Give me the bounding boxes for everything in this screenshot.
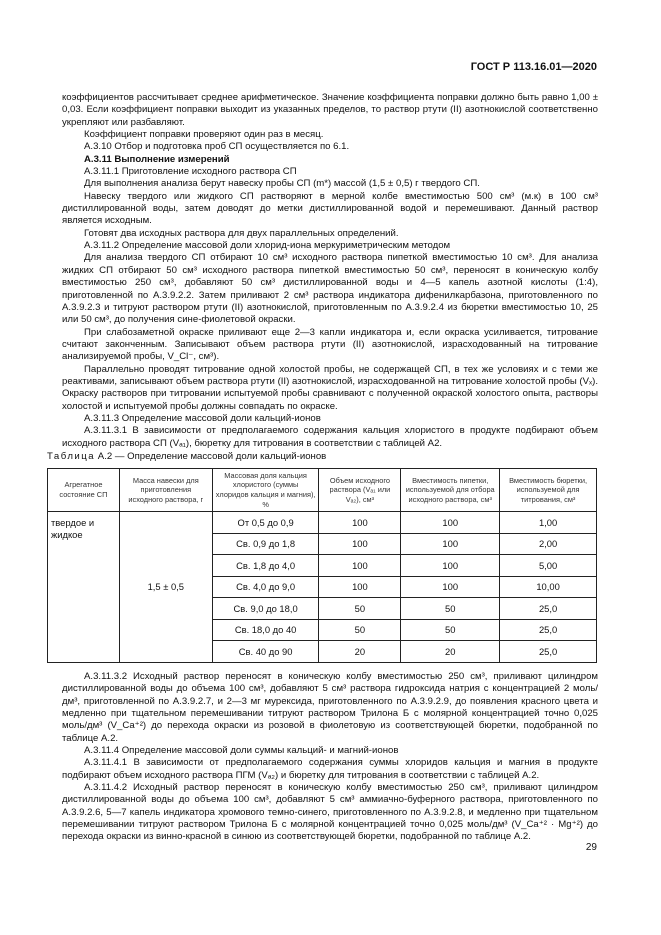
body-text-bottom bbox=[62, 671, 598, 844]
paragraph: А.3.11.3.2 Исходный раствор переносят в коническую колбу вместимостью 250 см³, приливают цилиндром дистиллированной воды до объема 100 см³, добавляют 5 см³ раствора гидроксида натрия с концентрацией 2 моль/дм³, приготовленной по А.3.9.2.7, и 2—3 мг мурексида, приготовленного по А.3.9.2.9, до появления красного цвета и медленно при тщательном перемешивании титруют раствором Трилона Б с молярной концентрацией точно 0,025 моль/дм³ (V_Ca⁺²) до перехода окраски из розовой в фиолетовую из соответствующей бюретки, подобранной по таблице А.2. bbox=[62, 671, 598, 744]
table-cell: 100 bbox=[401, 533, 500, 555]
table-cell: 100 bbox=[319, 512, 401, 534]
table-cell: 100 bbox=[401, 512, 500, 534]
paragraph: А.3.11.1 Приготовление исходного раствора СП bbox=[84, 166, 297, 178]
state-cell: твердое и жидкое bbox=[48, 512, 120, 663]
paragraph: А.3.11.4.2 Исходный раствор переносят в коническую колбу вместимостью 250 см³, приливают цилиндром дистиллированной воды до объема 100 см³, добавляют 5 см³ аммиачно-буферного раствора, приготовленного по А.3.9.2.6, 5—7 капель индикатора хромового темно-синего, приготовленного по А.3.9.2.8, и медленно при тщательном перемешивании титруют раствором Трилона Б с молярной концентрацией точно 0,025 моль/дм³ (V_Ca⁺² · Mg⁺²) до перехода окраски из винно-красной в синюю из соответствующей бюретки, подобранной по таблице А.2. bbox=[62, 782, 598, 843]
table-cell: 100 bbox=[319, 533, 401, 555]
paragraph: А.3.11.2 Определение массовой доли хлорид-иона меркуриметрическим методом bbox=[84, 240, 451, 252]
table-cell: 50 bbox=[401, 619, 500, 641]
table-cell: Св. 18,0 до 40 bbox=[212, 619, 319, 641]
page-number: 29 bbox=[585, 842, 597, 853]
paragraph: А.3.11.4 Определение массовой доли суммы кальций- и магний-ионов bbox=[84, 745, 399, 757]
column-header: Вместимость бюретки, используемой для титрования, см³ bbox=[500, 469, 597, 512]
table-cell: 5,00 bbox=[500, 555, 597, 577]
table-cell: 100 bbox=[319, 555, 401, 577]
calcium-table bbox=[47, 468, 597, 663]
table-cell: 50 bbox=[319, 598, 401, 620]
column-header: Агрегатное состояние СП bbox=[48, 469, 120, 512]
paragraph: При слабозаметной окраске приливают еще 2—3 капли индикатора и, если окраска усиливается, титрование считают законченным. Записывают объем раствора ртути (II) азотнокислой, израсходованный на титрование анализируемой пробы, V_Cl⁻, см³). bbox=[62, 326, 598, 363]
paragraph: А.3.11.3 Определение массовой доли кальций-ионов bbox=[84, 412, 321, 424]
column-header: Объем исходного раствора (Vₐ₁ или Vₐ₂), см³ bbox=[319, 469, 401, 512]
table-cell: 50 bbox=[401, 598, 500, 620]
table-row bbox=[48, 512, 597, 534]
table-cell: 20 bbox=[319, 641, 401, 663]
table-cell: Св. 9,0 до 18,0 bbox=[212, 598, 319, 620]
paragraph: А.3.11 Выполнение измерений bbox=[84, 153, 230, 165]
table-caption bbox=[47, 451, 326, 462]
table-cell: 20 bbox=[401, 641, 500, 663]
paragraph: Для анализа твердого СП отбирают 10 см³ исходного раствора пипеткой вместимостью 10 см³. Для анализа жидких СП отбирают 50 см³ исходного раствора пипеткой вместимостью 50 см³, переносят в коническую колбу вместимостью 250 см³, добавляют 50 см³ дистиллированной воды и 4—5 капель азотной кислоты (1:4), приготовленной по А.3.9.2.2. Затем приливают 2 см³ раствора индикатора дифенилкарбазона, приготовленного по А.3.9.2.3 и титруют раствором ртути (II) азотнокислой, приготовленным по А.3.9.2.4 из бюретки вместимостью 10, 25 или 50 см³, до получения сине-фиолетовой окраски. bbox=[62, 252, 598, 326]
table-cell: 25,0 bbox=[500, 598, 597, 620]
paragraph: А.3.11.3.1 В зависимости от предполагаемого содержания кальция хлористого в продукте подбирают объем исходного раствора СП (Vₐ₁), бюретку для титрования в соответствии с таблицей А2. bbox=[62, 425, 598, 449]
paragraph: А.3.10 Отбор и подготовка проб СП осуществляется по 6.1. bbox=[84, 141, 350, 153]
table-header-row bbox=[48, 469, 597, 512]
table-caption-text: А.2 — Определение массовой доли кальций-ионов bbox=[95, 451, 327, 462]
paragraph: коэффициентов рассчитывает среднее арифметическое. Значение коэффициента поправки должно быть равно 1,00 ± 0,03. Если коэффициент поправки выходит из указанных пределов, то раствор ртути (II) азотнокислой соответственно укрепляют или разбавляют. bbox=[62, 92, 598, 128]
body-text-top bbox=[62, 92, 598, 450]
mass-cell: 1,5 ± 0,5 bbox=[119, 512, 212, 663]
table-cell: 2,00 bbox=[500, 533, 597, 555]
table-cell: Св. 1,8 до 4,0 bbox=[212, 555, 319, 577]
table-cell: 10,00 bbox=[500, 576, 597, 598]
table-cell: 1,00 bbox=[500, 512, 597, 534]
table-cell: 100 bbox=[401, 576, 500, 598]
table-cell: Св. 40 до 90 bbox=[212, 641, 319, 663]
paragraph: Готовят два исходных раствора для двух параллельных определений. bbox=[84, 227, 399, 239]
table-cell: Св. 4,0 до 9,0 bbox=[212, 576, 319, 598]
column-header: Масса навески для приготовления исходного раствора, г bbox=[119, 469, 212, 512]
paragraph: Параллельно проводят титрование одной холостой пробы, не содержащей СП, в тех же условиях и с теми же реактивами, записывают объем раствора ртути (II) азотнокислой, израсходованной на титрование холостой пробы (Vₓ). Окраску растворов при титровании испытуемой пробы сравнивают с полученной окраской холостого опыта, растворы холостой и испытуемой пробы должны совпадать по окраске. bbox=[62, 363, 598, 412]
column-header: Массовая доля кальция хлористого (суммы хлоридов кальция и магния), % bbox=[212, 469, 319, 512]
column-header: Вместимость пипетки, используемой для отбора исходного раствора, см³ bbox=[401, 469, 500, 512]
table-caption-label: Таблица bbox=[47, 451, 96, 462]
paragraph: Для выполнения анализа берут навеску пробы СП (m*) массой (1,5 ± 0,5) г твердого СП. bbox=[84, 178, 480, 190]
table-cell: 50 bbox=[319, 619, 401, 641]
paragraph: А.3.11.4.1 В зависимости от предполагаемого содержания суммы хлоридов кальция и магния в продукте подбирают объем исходного раствора ПГМ (Vₐ₂) и бюретку для титрования в соответствии с таблицей А.2. bbox=[62, 757, 598, 781]
paragraph: Навеску твердого или жидкого СП растворяют в мерной колбе вместимостью 500 см³ (м.к) в 100 см³ дистиллированной воды, затем доводят до метки дистиллированной водой и перемешивают. Данный раствор является исходным. bbox=[62, 190, 598, 227]
table-cell: 100 bbox=[319, 576, 401, 598]
table-cell: 25,0 bbox=[500, 641, 597, 663]
table-cell: 25,0 bbox=[500, 619, 597, 641]
table-cell: От 0,5 до 0,9 bbox=[212, 512, 319, 534]
table-cell: Св. 0,9 до 1,8 bbox=[212, 533, 319, 555]
table-cell: 100 bbox=[401, 555, 500, 577]
paragraph: Коэффициент поправки проверяют один раз в месяц. bbox=[84, 129, 324, 141]
document-header: ГОСТ Р 113.16.01—2020 bbox=[470, 61, 597, 73]
